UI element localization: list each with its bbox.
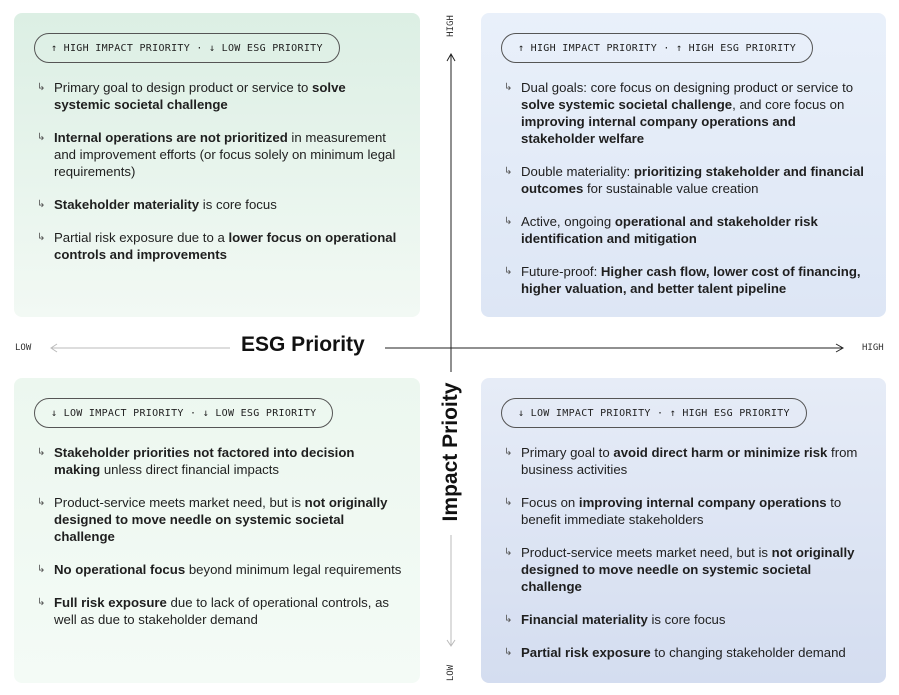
emphasized-text: operational and stakeholder risk identification and mitigation [521,214,818,246]
item-text: in measurement and improvement efforts (or focus solely on minimum legal requirements) [54,130,396,179]
quadrant-label-pill: ↑ HIGH IMPACT PRIORITY · ↑ HIGH ESG PRIORITY [501,33,813,63]
return-arrow-icon: ↳ [504,266,513,277]
emphasized-text: improving internal company operations and stakeholder welfare [521,114,796,146]
list-item [36,129,402,180]
return-arrow-icon: ↳ [37,82,46,93]
return-arrow-icon: ↳ [504,614,513,625]
list-item [503,263,868,297]
list-item [36,561,402,578]
emphasized-text: Full risk exposure [54,595,167,610]
return-arrow-icon: ↳ [37,497,46,508]
return-arrow-icon: ↳ [504,647,513,658]
y-axis-high-label: HIGH [446,15,456,37]
list-item [36,444,402,478]
list-item [503,494,868,528]
list-item [503,444,868,478]
item-text: Double materiality: [521,164,634,179]
emphasized-text: avoid direct harm or minimize risk [613,445,828,460]
quadrant-high-impact-high-esg [481,13,886,317]
quadrant-high-impact-low-esg [14,13,420,317]
item-text: , and core focus on [732,97,845,112]
emphasized-text: not originally designed to move needle on systemic societal challenge [521,545,855,594]
item-text: from business activities [521,445,858,477]
return-arrow-icon: ↳ [504,82,513,93]
return-arrow-icon: ↳ [504,547,513,558]
return-arrow-icon: ↳ [37,232,46,243]
return-arrow-icon: ↳ [37,447,46,458]
y-axis-title: Impact Prioity [439,382,462,522]
item-text: Dual goals: core focus on designing product or service to [521,80,854,95]
item-text: Active, ongoing [521,214,615,229]
quadrant-label-pill: ↓ LOW IMPACT PRIORITY · ↑ HIGH ESG PRIORITY [501,398,807,428]
emphasized-text: solve systemic societal challenge [54,80,346,112]
quadrant-label-pill: ↑ HIGH IMPACT PRIORITY · ↓ LOW ESG PRIORITY [34,33,340,63]
list-item [503,79,868,147]
quadrant-item-list [36,444,402,644]
quadrant-low-impact-high-esg [481,378,886,683]
quadrant-item-list [503,79,868,313]
item-text: Focus on [521,495,579,510]
item-text: Product-service meets market need, but is [521,545,772,560]
item-text: Primary goal to [521,445,614,460]
return-arrow-icon: ↳ [504,216,513,227]
list-item [36,79,402,113]
list-item [36,594,402,628]
item-text: to benefit immediate stakeholders [521,495,842,527]
emphasized-text: prioritizing stakeholder and financial outcomes [521,164,864,196]
emphasized-text: solve systemic societal challenge [521,97,733,112]
item-text: is core focus [199,197,277,212]
emphasized-text: Partial risk exposure [521,645,651,660]
x-axis-high-label: HIGH [862,343,884,353]
item-text: for sustainable value creation [583,181,759,196]
list-item [503,611,868,628]
return-arrow-icon: ↳ [37,564,46,575]
quadrant-low-impact-low-esg [14,378,420,683]
emphasized-text: No operational focus [54,562,186,577]
quadrant-label-pill: ↓ LOW IMPACT PRIORITY · ↓ LOW ESG PRIORITY [34,398,333,428]
item-text: is core focus [647,612,726,627]
y-axis-low-label: LOW [446,664,456,682]
emphasized-text: Stakeholder priorities not factored into decision making [54,445,355,477]
list-item [36,196,402,213]
item-text: Future-proof: [521,264,601,279]
item-text: Partial risk exposure due to a [54,230,229,245]
item-text: unless direct financial impacts [100,462,280,477]
list-item [503,163,868,197]
emphasized-text: Financial materiality [521,612,648,627]
return-arrow-icon: ↳ [504,497,513,508]
return-arrow-icon: ↳ [37,132,46,143]
emphasized-text: improving internal company operations [578,495,827,510]
emphasized-text: Stakeholder materiality [54,197,200,212]
return-arrow-icon: ↳ [37,199,46,210]
item-text: due to lack of operational controls, as well as due to stakeholder demand [54,595,389,627]
item-text: to changing stakeholder demand [650,645,846,660]
list-item [503,544,868,595]
list-item [36,229,402,263]
item-text: beyond minimum legal requirements [185,562,402,577]
item-text: Product-service meets market need, but is [54,495,305,510]
return-arrow-icon: ↳ [504,166,513,177]
emphasized-text: Higher cash flow, lower cost of financing, higher valuation, and better talent pipeline [521,264,861,296]
item-text: Primary goal to design product or service to [54,80,313,95]
x-axis-title: ESG Priority [241,333,365,356]
emphasized-text: not originally designed to move needle on systemic societal challenge [54,495,388,544]
list-item [503,644,868,661]
return-arrow-icon: ↳ [37,597,46,608]
emphasized-text: lower focus on operational controls and improvements [54,230,397,262]
list-item [36,494,402,545]
emphasized-text: Internal operations are not prioritized [54,130,288,145]
quadrant-item-list [503,444,868,677]
list-item [503,213,868,247]
return-arrow-icon: ↳ [504,447,513,458]
quadrant-item-list [36,79,402,279]
x-axis-low-label: LOW [15,343,32,353]
